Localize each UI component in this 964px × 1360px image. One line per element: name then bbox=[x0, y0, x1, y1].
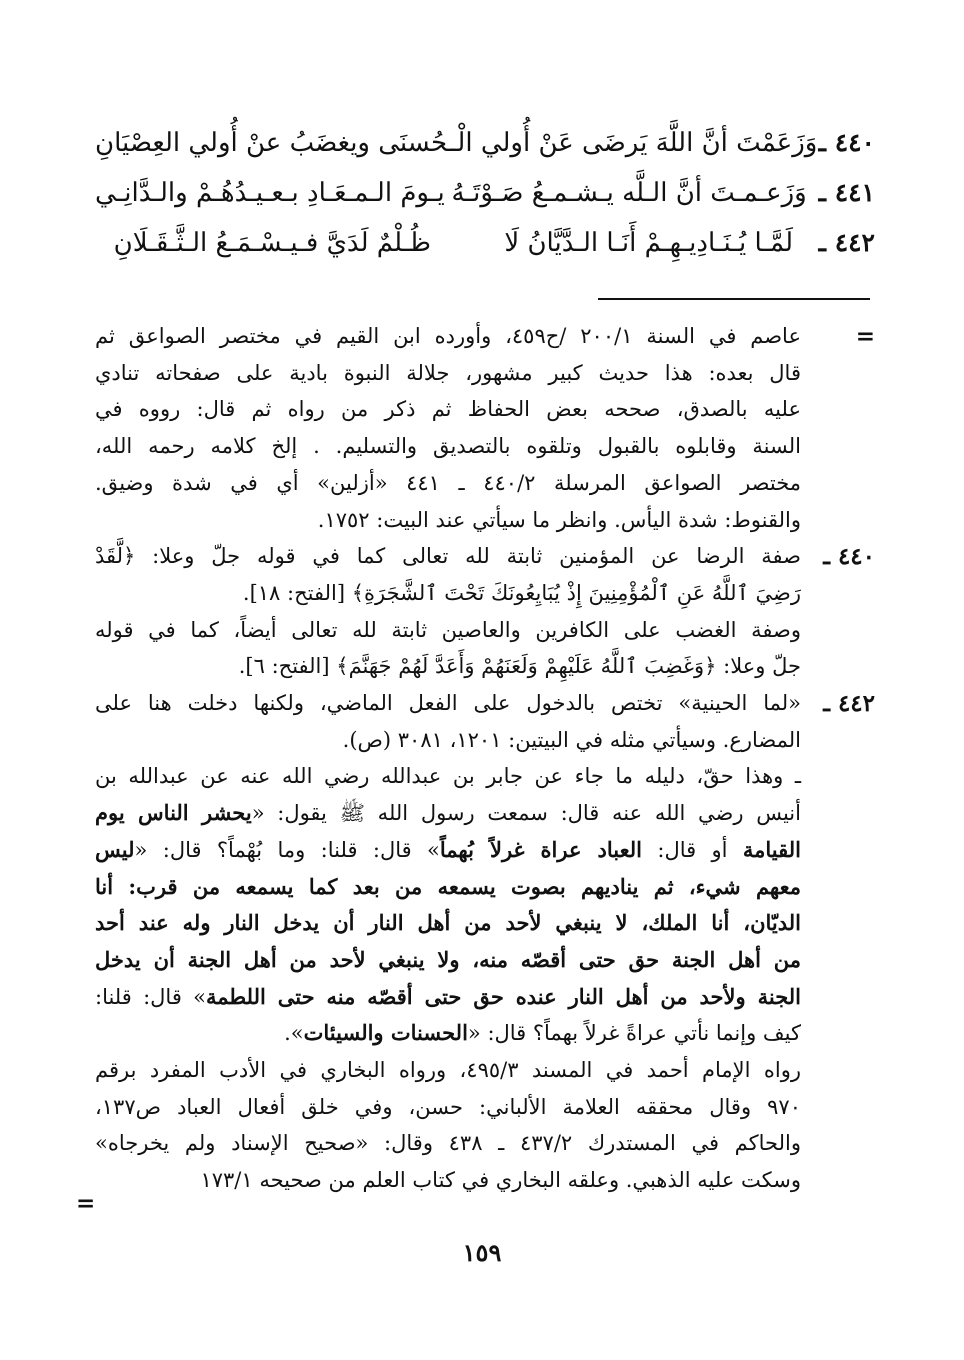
verse-first-hemistich: وَزَعَمْتَ أنَّ اللَّهَ يَرضَى عَنْ أُولي الْـ bbox=[449, 128, 818, 158]
page-number: ١٥٩ bbox=[462, 1238, 502, 1267]
continuation-mark-end: = bbox=[76, 1190, 96, 1217]
footnotes bbox=[95, 318, 875, 1199]
footnote-line: «لما الحينية» تختص بالدخول على الفعل الماضي، ولكنها دخلت هنا على bbox=[95, 691, 801, 716]
verse-number: ٤٤١ ـ bbox=[818, 178, 875, 207]
footnote-number: ٤٤٢ ـ bbox=[823, 690, 875, 718]
footnote-number: ٤٤٠ ـ bbox=[823, 543, 875, 571]
verse-first-hemistich: لَمَّـا يُـنَـادِيـهِـمْ أَنَـا الـدَّيَّانُ لَا bbox=[504, 228, 793, 258]
footnote-line: والقنوط: شدة اليأس. وانظر ما سيأتي عند البيت: ١٧٥٢. bbox=[317, 507, 801, 532]
verse-second-hemistich: ـحُسنَى ويغضَبُ عنْ أُولي العِصْيَانِ bbox=[95, 128, 456, 158]
footnote-continued bbox=[95, 318, 875, 538]
verse-row bbox=[95, 178, 875, 228]
verse-second-hemistich: يـومَ الـمـعَـادِ بـعـيـدُهُـمْ والـدَّانِـي bbox=[95, 178, 445, 208]
footnote-440 bbox=[95, 538, 875, 685]
source-line: والحاكم في المستدرك ٤٣٧/٢ ـ ٤٣٨ وقال: «صحيح الإسناد ولم يخرجاه» bbox=[95, 1131, 801, 1156]
hadith-line: الجنة ولأحد من أهل النار عنده حق حتى أقصّه منه حتى اللطمة» قال: قلنا: bbox=[95, 983, 801, 1009]
source-line: وسكت عليه الذهبي. وعلقه البخاري في كتاب العلم من صحيحه ١٧٣/١ bbox=[200, 1168, 801, 1193]
verse-row bbox=[95, 228, 875, 278]
footnote-separator bbox=[598, 298, 870, 300]
hadith-line: كيف وإنما نأتي عراةً غرلاً بهماً؟ قال: «الحسنات والسيئات». bbox=[284, 1020, 801, 1046]
hadith-line: الديّان، أنا الملك، لا ينبغي لأحد من أهل النار أن يدخل النار وله عند أحد bbox=[95, 910, 801, 936]
hadith-line: ـ وهذا حقّ، دليله ما جاء عن جابر بن عبدالله رضي الله عنه عن عبدالله بن bbox=[95, 764, 801, 789]
verse-block bbox=[95, 128, 875, 278]
footnote-line: صفة الرضا عن المؤمنين ثابتة لله تعالى كما في قوله جلّ وعلا: ﴿لَّقَدْ bbox=[95, 544, 801, 569]
source-line: رواه الإمام أحمد في المسند ٤٩٥/٣، ورواه البخاري في الأدب المفرد برقم bbox=[95, 1058, 801, 1083]
footnote-line: السنة وقابلوه بالقبول وتلقوه بالتصديق والتسليم. . إلخ كلامه رحمه الله، bbox=[95, 434, 801, 459]
verse-number: ٤٤٢ ـ bbox=[818, 228, 875, 257]
verse-row bbox=[95, 128, 875, 178]
hadith-line: أنيس رضي الله عنه قال: سمعت رسول الله ﷺ يقول: «يحشر الناس يوم bbox=[95, 800, 801, 826]
continuation-mark: = bbox=[855, 323, 875, 350]
source-line: ٩٧٠ وقال محققه العلامة الألباني: حسن، وفي خلق أفعال العباد ص١٣٧، bbox=[95, 1094, 801, 1119]
footnote-line: قال بعده: هذا حديث كبير مشهور، جلالة النبوة بادية على صفحاته تنادي bbox=[95, 360, 801, 385]
hadith-line: القيامة أو قال: العباد عراة غرلاً بُهماً» قال: قلنا: وما بُهْماً؟ قال: «ليس bbox=[95, 836, 802, 862]
quran-quote-line: جلّ وعلا: ﴿وَغَضِبَ ٱللَّهُ عَلَيْهِمْ وَلَعَنَهُمْ وَأَعَدَّ لَهُمْ جَهَنَّمَ﴾ [الفتح: ٦]. bbox=[238, 654, 801, 679]
verse-number: ٤٤٠ ـ bbox=[818, 128, 875, 157]
hadith-line: من أهل الجنة حق حتى أقصّه منه، ولا ينبغي لأحد من أهل الجنة أن يدخل bbox=[95, 946, 801, 972]
footnote-line: عاصم في السنة ٢٠٠/١ /ح٤٥٩، وأورده ابن القيم في مختصر الصواعق ثم bbox=[95, 324, 801, 348]
verse-second-hemistich: ظُـلْمٌ لَدَيَّ فـيـسْـمَـعُ الـثَّـقَـلَانِ bbox=[113, 228, 431, 258]
verse-first-hemistich: وَزَعـمـتَ أنَّ الـلَّه يـشـمـعُ صَـوْتَـهُ bbox=[451, 178, 807, 208]
footnote-442 bbox=[95, 685, 875, 1199]
footnote-line: المضارع. وسيأتي مثله في البيتين: ١٢٠١، ٣٠٨١ (ص). bbox=[342, 727, 801, 752]
footnote-line: وصفة الغضب على الكافرين والعاصين ثابتة لله تعالى أيضاً، كما في قوله bbox=[95, 617, 801, 642]
quran-quote-line: رَضِيَ ٱللَّهُ عَنِ ٱلْمُؤْمِنِينَ إِذْ يُبَايِعُونَكَ تَحْتَ ٱلشَّجَرَةِ﴾ [الفتح: ١٨]. bbox=[242, 580, 801, 605]
footnote-line: مختصر الصواعق المرسلة ٤٤٠/٢ ـ ٤٤١ «أزلين» أي في شدة وضيق. bbox=[95, 470, 802, 495]
hadith-line: معهم شيء، ثم يناديهم بصوت يسمعه من بعد كما يسمعه من قرب: أنا bbox=[95, 873, 801, 899]
footnote-line: عليه بالصدق، صححه بعض الحفاظ ثم ذكر من رواه ثم قال: رووه في bbox=[95, 397, 801, 422]
